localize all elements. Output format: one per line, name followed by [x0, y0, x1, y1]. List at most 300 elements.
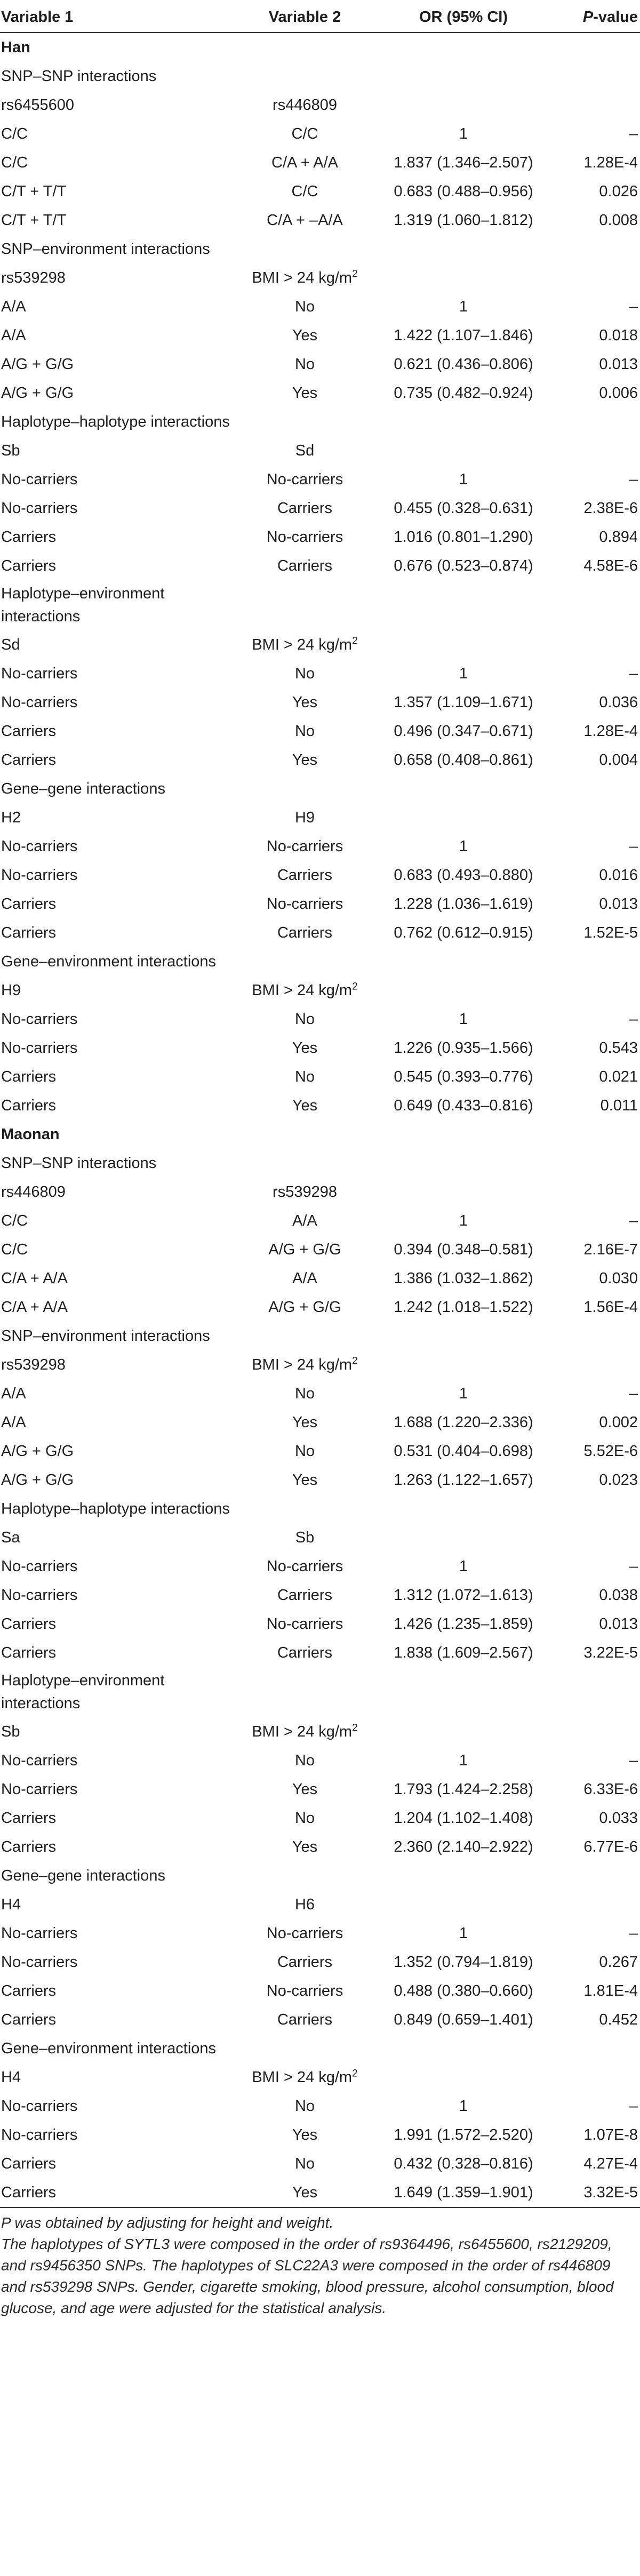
- cell-or-ci: 1.422 (1.107–1.846): [394, 326, 533, 344]
- bmi-label: BMI > 24 kg/m: [252, 269, 353, 286]
- table-row: [0, 1293, 640, 1322]
- cell-or-ci: 1.838 (1.609–2.567): [394, 1644, 533, 1661]
- cell-or-ci: 0.394 (0.348–0.581): [394, 1241, 533, 1258]
- table-row: [0, 494, 640, 523]
- cell-p-value: 0.452: [599, 2011, 638, 2028]
- section-filler: [245, 235, 640, 263]
- cell-or-ci: 1.991 (1.572–2.520): [394, 2126, 533, 2143]
- cell-p-value: 0.006: [599, 384, 638, 402]
- subheader-variable-2: H9: [294, 809, 315, 826]
- cell-variable-2: C/A + A/A: [271, 154, 338, 171]
- cell-variable-2: Carriers: [277, 557, 333, 574]
- header-variable-1: Variable 1: [1, 8, 74, 26]
- cell-or-ci: 1.837 (1.346–2.507): [394, 154, 533, 171]
- table-row: [0, 465, 640, 494]
- cell-variable-1: Carriers: [1, 2183, 57, 2201]
- cell-variable-2: Yes: [292, 1838, 318, 1855]
- bmi-unit-superscript: 2: [352, 635, 358, 646]
- subheader-row: [0, 1178, 640, 1206]
- cell-variable-2: C/C: [291, 182, 318, 200]
- cell-or-ci: 0.683 (0.488–0.956): [394, 182, 533, 200]
- section-row: [0, 1861, 640, 1890]
- cell-p-value: 6.33E-6: [583, 1780, 638, 1798]
- cell-variable-1: A/A: [1, 1413, 26, 1431]
- cell-variable-1: No-carriers: [1, 837, 78, 855]
- subheader-p-empty: [563, 1178, 640, 1206]
- table-row: [0, 890, 640, 918]
- header-variable-2: Variable 2: [268, 8, 341, 26]
- subheader-variable-1: H2: [1, 809, 21, 826]
- cell-variable-2: No: [294, 1010, 315, 1028]
- cell-or-ci: 0.488 (0.380–0.660): [394, 1982, 533, 1999]
- bmi-unit-superscript: 2: [352, 268, 358, 279]
- cell-variable-2: No-carriers: [266, 1982, 343, 1999]
- subheader-variable-2: [245, 1350, 365, 1379]
- group-row: [0, 1120, 640, 1149]
- cell-or-ci: 1: [459, 665, 468, 682]
- cell-variable-1: Carriers: [1, 722, 57, 740]
- table-row: [0, 1919, 640, 1948]
- subheader-row: [0, 803, 640, 832]
- section-filler: [245, 1667, 640, 1717]
- cell-p-value: 0.023: [599, 1471, 638, 1489]
- cell-variable-2: Yes: [292, 1097, 318, 1114]
- cell-variable-1: Carriers: [1, 557, 57, 574]
- table-row: [0, 379, 640, 407]
- section-label: Gene–gene interactions: [1, 1867, 165, 1884]
- cell-or-ci: 1: [459, 298, 468, 315]
- cell-p-value: 1.56E-4: [583, 1298, 638, 1316]
- cell-variable-1: C/C: [1, 1212, 28, 1229]
- table-row: [0, 1466, 640, 1494]
- cell-variable-2: No: [294, 722, 315, 740]
- cell-variable-1: C/A + A/A: [1, 1269, 68, 1287]
- table-row: [0, 1062, 640, 1091]
- footnote-haplotypes: The haplotypes of SYTL3 were composed in the order of rs9364496, rs6455600, rs2129209, and rs9456350 SNPs. The haplotypes of SLC22A3 were composed in the order of rs446809 and rs539298 SNPs. Gender, cigarette smoking, blood pressure, alcohol consumption, blood glucose, and age were adjusted for the statistical analysis.: [1, 2236, 614, 2316]
- cell-variable-2: No: [294, 355, 315, 373]
- cell-variable-1: Carriers: [1, 1982, 57, 1999]
- group-label: Han: [1, 38, 30, 56]
- table-row: [0, 2005, 640, 2034]
- cell-or-ci: 1.386 (1.032–1.862): [394, 1269, 533, 1287]
- cell-variable-1: No-carriers: [1, 1586, 78, 1604]
- table-row: [0, 1948, 640, 1977]
- table-row: [0, 321, 640, 350]
- cell-variable-2: Carriers: [277, 1586, 333, 1604]
- bmi-unit-superscript: 2: [352, 2067, 358, 2079]
- cell-or-ci: 1.426 (1.235–1.859): [394, 1615, 533, 1633]
- cell-variable-1: No-carriers: [1, 2097, 78, 2115]
- cell-variable-1: Carriers: [1, 528, 57, 546]
- section-filler: [245, 1861, 640, 1890]
- cell-or-ci: 0.735 (0.482–0.924): [394, 384, 533, 402]
- cell-variable-1: Carriers: [1, 895, 57, 913]
- cell-or-ci: 0.455 (0.328–0.631): [394, 499, 533, 517]
- cell-or-ci: 1.352 (0.794–1.819): [394, 1953, 533, 1971]
- cell-variable-2: No-carriers: [266, 470, 343, 488]
- cell-variable-1: No-carriers: [1, 470, 78, 488]
- cell-variable-2: C/A + –A/A: [267, 211, 343, 229]
- section-row: [0, 580, 640, 630]
- subheader-row: [0, 2063, 640, 2092]
- cell-variable-2: No: [294, 298, 315, 315]
- section-row: [0, 1149, 640, 1178]
- cell-variable-1: Carriers: [1, 2155, 57, 2172]
- cell-variable-1: Carriers: [1, 751, 57, 769]
- section-label: Gene–environment interactions: [1, 953, 217, 970]
- cell-or-ci: 1.242 (1.018–1.522): [394, 1298, 533, 1316]
- cell-variable-1: No-carriers: [1, 1039, 78, 1057]
- cell-variable-2: No-carriers: [266, 895, 343, 913]
- subheader-p-empty: [563, 1523, 640, 1552]
- cell-or-ci: 0.676 (0.523–0.874): [394, 557, 533, 574]
- cell-variable-2: A/A: [292, 1212, 317, 1229]
- subheader-row: [0, 630, 640, 659]
- cell-or-ci: 1.204 (1.102–1.408): [394, 1809, 533, 1827]
- subheader-variable-2: H6: [294, 1895, 315, 1913]
- cell-variable-2: No-carriers: [266, 528, 343, 546]
- cell-or-ci: 1.312 (1.072–1.613): [394, 1586, 533, 1604]
- cell-variable-2: No: [294, 1809, 315, 1827]
- cell-or-ci: 1: [459, 2097, 468, 2115]
- cell-variable-2: A/G + G/G: [268, 1298, 341, 1316]
- subheader-variable-2: [245, 630, 365, 659]
- bmi-label: BMI > 24 kg/m: [252, 981, 353, 999]
- section-row: [0, 1494, 640, 1523]
- cell-variable-1: A/A: [1, 1385, 26, 1402]
- cell-or-ci: 0.683 (0.493–0.880): [394, 866, 533, 884]
- section-row: [0, 1667, 640, 1717]
- section-label: SNP–SNP interactions: [1, 67, 157, 85]
- cell-or-ci: 0.649 (0.433–0.816): [394, 1097, 533, 1114]
- table-row: [0, 1379, 640, 1408]
- cell-p-value: 0.038: [599, 1586, 638, 1604]
- subheader-row: [0, 436, 640, 465]
- cell-p-value: 1.52E-5: [583, 924, 638, 941]
- cell-variable-1: A/G + G/G: [1, 355, 74, 373]
- section-row: [0, 947, 640, 976]
- subheader-variable-1: H9: [1, 981, 21, 999]
- cell-p-value: –: [629, 665, 638, 682]
- subheader-variable-1: Sd: [1, 636, 20, 653]
- bmi-label: BMI > 24 kg/m: [252, 2068, 353, 2086]
- cell-p-value: 0.016: [599, 866, 638, 884]
- subheader-or-empty: [365, 1350, 563, 1379]
- subheader-variable-2: [245, 976, 365, 1005]
- cell-p-value: 6.77E-6: [583, 1838, 638, 1855]
- cell-p-value: 4.58E-6: [583, 557, 638, 574]
- table-row: [0, 1581, 640, 1610]
- section-filler: [245, 947, 640, 976]
- cell-p-value: –: [629, 1924, 638, 1942]
- cell-or-ci: 1.688 (1.220–2.336): [394, 1413, 533, 1431]
- subheader-variable-1: rs539298: [1, 269, 66, 286]
- cell-variable-2: Carriers: [277, 1953, 333, 1971]
- cell-variable-1: No-carriers: [1, 1557, 78, 1575]
- section-filler: [245, 1149, 640, 1178]
- cell-variable-1: Carriers: [1, 1068, 57, 1085]
- bmi-unit-superscript: 2: [352, 1355, 358, 1366]
- cell-variable-2: No: [294, 2155, 315, 2172]
- cell-variable-2: Yes: [292, 1471, 318, 1489]
- subheader-or-empty: [365, 263, 563, 292]
- subheader-variable-2: rs539298: [273, 1183, 337, 1201]
- section-row: [0, 235, 640, 263]
- table-row: [0, 1437, 640, 1466]
- cell-or-ci: 1: [459, 1010, 468, 1028]
- table-row: [0, 350, 640, 379]
- cell-or-ci: 0.545 (0.393–0.776): [394, 1068, 533, 1085]
- table-row: [0, 1804, 640, 1833]
- subheader-variable-1: H4: [1, 1895, 21, 1913]
- table-row: [0, 292, 640, 321]
- subheader-row: [0, 263, 640, 292]
- cell-p-value: 3.32E-5: [583, 2183, 638, 2201]
- subheader-row: [0, 1890, 640, 1919]
- cell-variable-1: Carriers: [1, 2011, 57, 2028]
- subheader-p-empty: [563, 1350, 640, 1379]
- bmi-unit-superscript: 2: [352, 1722, 358, 1733]
- section-filler: [245, 1494, 640, 1523]
- subheader-variable-2: Sd: [295, 442, 315, 459]
- cell-variable-2: No-carriers: [266, 1924, 343, 1942]
- section-filler: [245, 774, 640, 803]
- cell-variable-1: Carriers: [1, 1809, 57, 1827]
- cell-variable-1: No-carriers: [1, 1953, 78, 1971]
- cell-variable-1: C/T + T/T: [1, 182, 67, 200]
- cell-or-ci: 1: [459, 470, 468, 488]
- subheader-variable-1: rs446809: [1, 1183, 66, 1201]
- cell-p-value: –: [629, 470, 638, 488]
- header-p-italic: P: [582, 8, 594, 26]
- cell-variable-2: Carriers: [277, 924, 333, 941]
- cell-p-value: 2.38E-6: [583, 499, 638, 517]
- cell-or-ci: 1: [459, 1924, 468, 1942]
- cell-variable-2: No: [294, 1442, 315, 1460]
- subheader-p-empty: [563, 1890, 640, 1919]
- section-row: [0, 407, 640, 436]
- cell-or-ci: 0.658 (0.408–0.861): [394, 751, 533, 769]
- cell-p-value: 2.16E-7: [583, 1241, 638, 1258]
- cell-variable-2: Yes: [292, 693, 318, 711]
- table-row: [0, 177, 640, 206]
- cell-variable-2: Carriers: [277, 2011, 333, 2028]
- section-filler: [245, 2034, 640, 2063]
- cell-variable-1: A/G + G/G: [1, 384, 74, 402]
- table-row: [0, 1610, 640, 1638]
- table-row: [0, 2092, 640, 2121]
- section-filler: [245, 62, 640, 91]
- bmi-label: BMI > 24 kg/m: [252, 1356, 353, 1373]
- subheader-p-empty: [563, 1717, 640, 1746]
- cell-variable-1: No-carriers: [1, 1751, 78, 1769]
- cell-variable-1: No-carriers: [1, 2126, 78, 2143]
- table-row: [0, 1091, 640, 1120]
- table-row: [0, 1552, 640, 1581]
- table-row: [0, 1408, 640, 1437]
- table-header: [0, 0, 640, 33]
- cell-p-value: 0.036: [599, 693, 638, 711]
- cell-variable-1: C/C: [1, 154, 28, 171]
- cell-variable-2: No-carriers: [266, 837, 343, 855]
- subheader-row: [0, 1717, 640, 1746]
- cell-p-value: 0.008: [599, 211, 638, 229]
- cell-variable-1: A/G + G/G: [1, 1442, 74, 1460]
- cell-variable-2: No: [294, 665, 315, 682]
- table-footnotes: [0, 2208, 640, 2319]
- table-row: [0, 1264, 640, 1293]
- cell-p-value: 0.013: [599, 355, 638, 373]
- footnote-p-adjustment: P was obtained by adjusting for height and weight.: [1, 2214, 334, 2231]
- cell-p-value: 0.033: [599, 1809, 638, 1827]
- cell-variable-1: No-carriers: [1, 499, 78, 517]
- cell-p-value: –: [629, 1751, 638, 1769]
- subheader-or-empty: [365, 91, 563, 119]
- table-row: [0, 119, 640, 148]
- cell-variable-1: C/C: [1, 1241, 28, 1258]
- section-label: Haplotype–environment interactions: [1, 1672, 165, 1712]
- subheader-variable-2: [245, 2063, 365, 2092]
- cell-or-ci: 1: [459, 1557, 468, 1575]
- cell-variable-1: No-carriers: [1, 1924, 78, 1942]
- subheader-or-empty: [365, 630, 563, 659]
- table-row: [0, 861, 640, 890]
- subheader-or-empty: [365, 2063, 563, 2092]
- cell-variable-1: A/G + G/G: [1, 1471, 74, 1489]
- cell-p-value: –: [629, 837, 638, 855]
- cell-p-value: 1.07E-8: [583, 2126, 638, 2143]
- subheader-row: [0, 1350, 640, 1379]
- cell-p-value: –: [629, 298, 638, 315]
- cell-variable-1: Carriers: [1, 1838, 57, 1855]
- cell-p-value: 0.004: [599, 751, 638, 769]
- cell-variable-2: Carriers: [277, 499, 333, 517]
- cell-variable-1: C/C: [1, 125, 28, 142]
- cell-variable-1: C/A + A/A: [1, 1298, 68, 1316]
- cell-or-ci: 0.621 (0.436–0.806): [394, 355, 533, 373]
- section-label: Haplotype–haplotype interactions: [1, 1500, 230, 1517]
- table-row: [0, 1638, 640, 1667]
- cell-p-value: 4.27E-4: [583, 2155, 638, 2172]
- cell-or-ci: 0.432 (0.328–0.816): [394, 2155, 533, 2172]
- cell-p-value: 5.52E-6: [583, 1442, 638, 1460]
- table-row: [0, 1977, 640, 2005]
- subheader-variable-2: Sb: [295, 1529, 315, 1546]
- cell-or-ci: 0.762 (0.612–0.915): [394, 924, 533, 941]
- cell-p-value: 0.894: [599, 528, 638, 546]
- cell-or-ci: 1.793 (1.424–2.258): [394, 1780, 533, 1798]
- section-label: SNP–environment interactions: [1, 240, 210, 258]
- section-label: Gene–gene interactions: [1, 780, 165, 797]
- section-filler: [245, 407, 640, 436]
- table-row: [0, 688, 640, 717]
- bmi-label: BMI > 24 kg/m: [252, 636, 353, 653]
- table-row: [0, 1034, 640, 1062]
- subheader-p-empty: [563, 630, 640, 659]
- cell-p-value: 0.013: [599, 895, 638, 913]
- cell-p-value: –: [629, 1385, 638, 1402]
- table-row: [0, 1235, 640, 1264]
- cell-variable-1: No-carriers: [1, 693, 78, 711]
- section-label: Gene–environment interactions: [1, 2039, 217, 2057]
- cell-or-ci: 1.357 (1.109–1.671): [394, 693, 533, 711]
- cell-p-value: 0.543: [599, 1039, 638, 1057]
- header-p-value: [563, 0, 640, 33]
- table-body: [0, 33, 640, 2207]
- cell-p-value: –: [629, 1212, 638, 1229]
- cell-variable-1: A/A: [1, 326, 26, 344]
- table-row: [0, 1775, 640, 1804]
- cell-variable-2: No: [294, 1385, 315, 1402]
- table-row: [0, 2121, 640, 2149]
- cell-or-ci: 1: [459, 1385, 468, 1402]
- cell-or-ci: 1.228 (1.036–1.619): [394, 895, 533, 913]
- section-label: Haplotype–haplotype interactions: [1, 413, 230, 430]
- subheader-variable-1: Sb: [1, 1723, 20, 1740]
- cell-variable-2: Yes: [292, 1780, 318, 1798]
- cell-p-value: 1.28E-4: [583, 154, 638, 171]
- table-row: [0, 2149, 640, 2178]
- section-label: SNP–environment interactions: [1, 1327, 210, 1345]
- cell-variable-2: Yes: [292, 2183, 318, 2201]
- cell-or-ci: 2.360 (2.140–2.922): [394, 1838, 533, 1855]
- cell-p-value: –: [629, 2097, 638, 2115]
- cell-or-ci: 1: [459, 125, 468, 142]
- cell-p-value: –: [629, 1010, 638, 1028]
- table-row: [0, 1206, 640, 1235]
- section-row: [0, 62, 640, 91]
- subheader-variable-1: rs539298: [1, 1356, 66, 1373]
- cell-p-value: 0.030: [599, 1269, 638, 1287]
- table-row: [0, 2178, 640, 2207]
- section-row: [0, 2034, 640, 2063]
- cell-variable-2: Yes: [292, 2126, 318, 2143]
- subheader-variable-2: [245, 1717, 365, 1746]
- cell-p-value: 0.013: [599, 1615, 638, 1633]
- bmi-label: BMI > 24 kg/m: [252, 1723, 353, 1740]
- cell-variable-2: No: [294, 1751, 315, 1769]
- subheader-variable-1: H4: [1, 2068, 21, 2086]
- table-row: [0, 206, 640, 235]
- subheader-p-empty: [563, 91, 640, 119]
- cell-or-ci: 0.496 (0.347–0.671): [394, 722, 533, 740]
- cell-variable-1: Carriers: [1, 1615, 57, 1633]
- cell-or-ci: 1: [459, 1212, 468, 1229]
- cell-p-value: 1.81E-4: [583, 1982, 638, 1999]
- cell-variable-1: No-carriers: [1, 866, 78, 884]
- header-p-suffix: -value: [593, 8, 638, 26]
- cell-p-value: –: [629, 125, 638, 142]
- cell-or-ci: 0.849 (0.659–1.401): [394, 2011, 533, 2028]
- subheader-row: [0, 1523, 640, 1552]
- bmi-unit-superscript: 2: [352, 980, 358, 992]
- cell-variable-1: No-carriers: [1, 1010, 78, 1028]
- section-row: [0, 774, 640, 803]
- subheader-or-empty: [365, 1523, 563, 1552]
- cell-variable-2: Yes: [292, 751, 318, 769]
- cell-p-value: 0.011: [600, 1097, 638, 1114]
- subheader-variable-1: rs6455600: [1, 96, 75, 114]
- cell-or-ci: 1.319 (1.060–1.812): [394, 211, 533, 229]
- subheader-row: [0, 91, 640, 119]
- table-row: [0, 918, 640, 947]
- header-or-ci: OR (95% CI): [419, 8, 508, 26]
- cell-p-value: 0.026: [599, 182, 638, 200]
- table-row: [0, 523, 640, 551]
- section-filler: [245, 580, 640, 630]
- section-label: SNP–SNP interactions: [1, 1154, 157, 1172]
- cell-variable-2: Carriers: [277, 866, 333, 884]
